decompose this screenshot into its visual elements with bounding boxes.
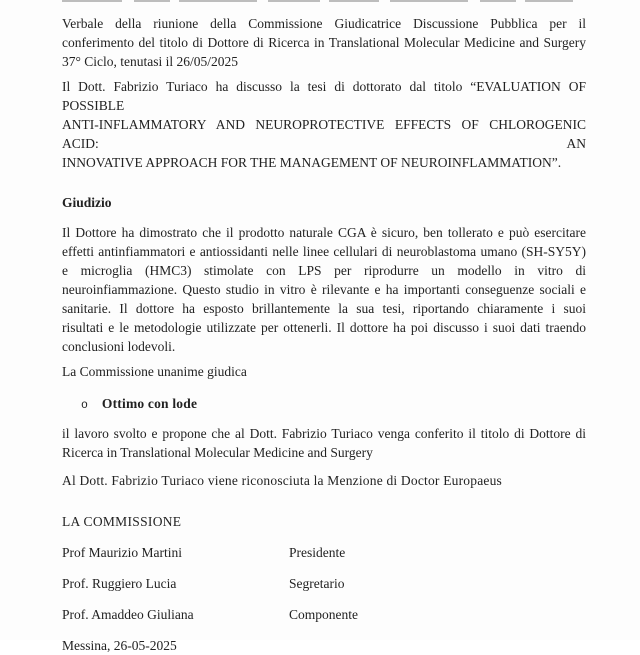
giudizio-line: sanitarie. Il dottore ha esposto brillantemente la sua tesi, riportando chiaramente i suoi xyxy=(62,301,586,316)
giudizio-line: risultati e le metodologie utilizzate per ottenerli. Il dottore ha poi discusso i suoi dati traendo xyxy=(62,320,586,335)
commission-members-list xyxy=(62,543,586,624)
member-row xyxy=(62,605,586,624)
member-row xyxy=(62,543,586,562)
document-body xyxy=(62,0,586,655)
proposal-paragraph xyxy=(62,424,586,462)
member-name: Prof Maurizio Martini xyxy=(62,545,182,560)
intro-line: conferimento del titolo di Dottore di Ricerca in Translational Molecular Medicine and Surgery xyxy=(62,35,586,50)
giudizio-heading: Giudizio xyxy=(62,195,112,210)
member-row xyxy=(62,574,586,593)
thesis-line: ANTI-INFLAMMATORY AND NEUROPROTECTIVE EFFECTS OF CHLOROGENIC ACID: AN xyxy=(62,117,586,151)
giudizio-line: e microglia (HMC3) stimolate con LPS per riprodurre un modello in vitro di xyxy=(62,263,586,278)
commission-heading: LA COMMISSIONE xyxy=(62,514,182,529)
member-name: Prof. Amaddeo Giuliana xyxy=(62,607,194,622)
proposal-line: Ricerca in Translational Molecular Medicine and Surgery xyxy=(62,445,373,460)
intro-paragraph xyxy=(62,14,586,71)
thesis-line: INNOVATIVE APPROACH FOR THE MANAGEMENT OF NEUROINFLAMMATION”. xyxy=(62,155,562,170)
doctor-europaeus-mention: Al Dott. Fabrizio Turiaco viene riconosciuta la Menzione di Doctor Europaeus xyxy=(62,473,502,488)
member-role: Presidente xyxy=(289,545,346,560)
thesis-line: Il Dott. Fabrizio Turiaco ha discusso la tesi di dottorato dal titolo “EVALUATION OF POSSIBLE xyxy=(62,79,586,113)
giudizio-line: effetti antinfiammatori e antiossidanti nelle linee cellulari di neuroblastoma umano (SH-SY5Y) xyxy=(62,244,586,259)
giudizio-line: conclusioni lodevoli. xyxy=(62,339,176,354)
member-role: Componente xyxy=(289,607,358,622)
place-date-line: Messina, 26-05-2025 xyxy=(62,638,177,653)
giudizio-line: neuroinfiammazione. Questo studio in vitro è rilevante e ha importanti conseguenze sociali e xyxy=(62,282,586,297)
verdict-bullet-item xyxy=(62,394,586,415)
intro-line: 37° Ciclo, tenutasi il 26/05/2025 xyxy=(62,54,239,69)
member-name: Prof. Ruggiero Lucia xyxy=(62,576,177,591)
commission-intro-line: La Commissione unanime giudica xyxy=(62,364,247,379)
circle-bullet-icon: o xyxy=(81,399,88,412)
intro-line: Verbale della riunione della Commissione Giudicatrice Discussione Pubblica per il xyxy=(62,16,586,31)
giudizio-line: Il Dottore ha dimostrato che il prodotto naturale CGA è sicuro, ben tollerato e può esercitare xyxy=(62,225,586,240)
giudizio-paragraph xyxy=(62,223,586,356)
member-role: Segretario xyxy=(289,576,345,591)
proposal-line: il lavoro svolto e propone che al Dott. Fabrizio Turiaco venga conferito il titolo di Dottore di xyxy=(62,426,586,441)
verdict-label: Ottimo con lode xyxy=(101,396,198,411)
thesis-paragraph xyxy=(62,77,586,172)
